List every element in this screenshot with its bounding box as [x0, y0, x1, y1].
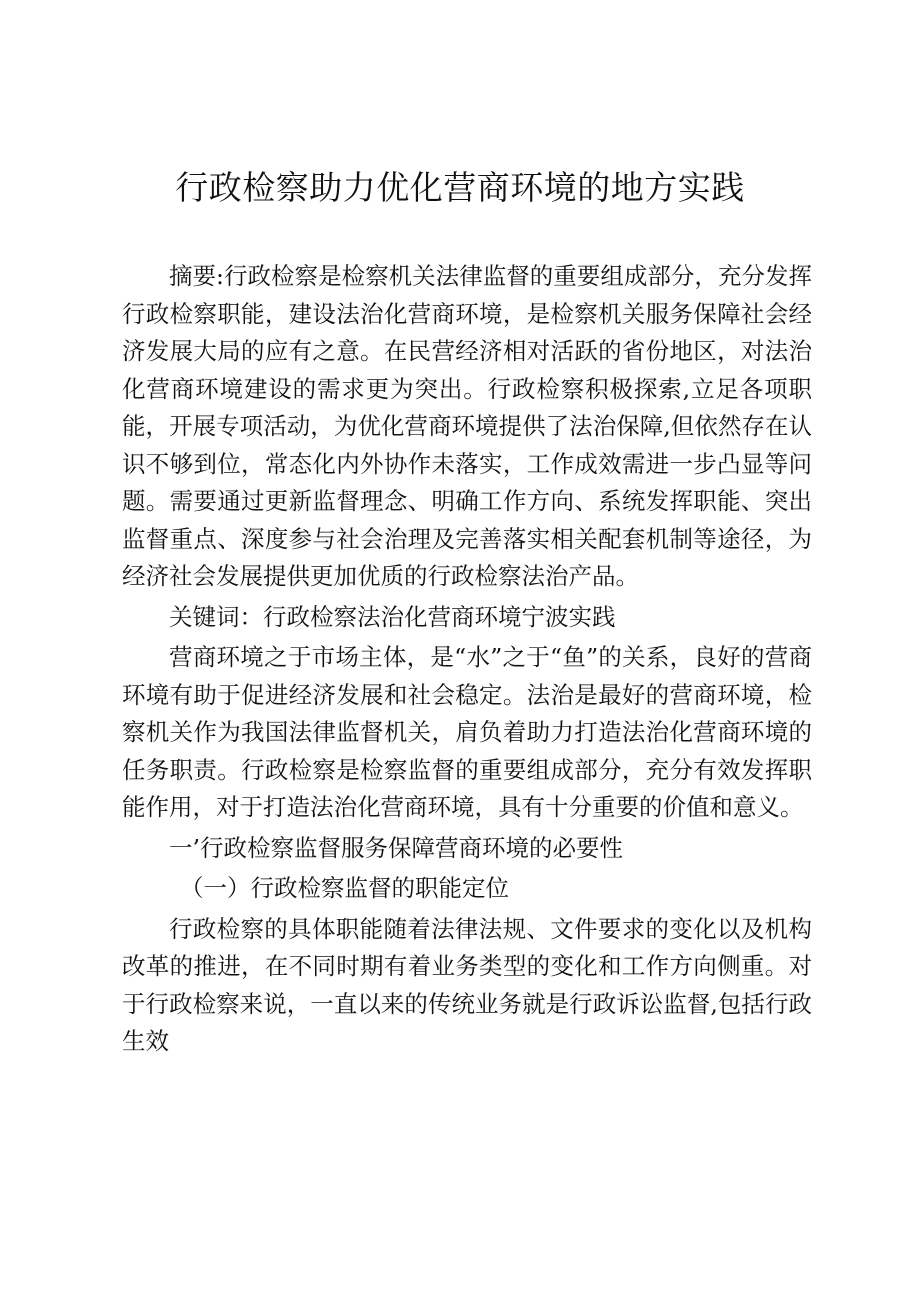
intro-paragraph: 营商环境之于市场主体，是“水”之于“鱼”的关系，良好的营商环境有助于促进经济发展和社会稳定。法治是最好的营商环境，检察机关作为我国法律监督机关，肩负着助力打造法治化营商环境的任务职责。行政检察是检察监督的重要组成部分，充分有效发挥职能作用，对于打造法治化营商环境，具有十分重要的价值和意义。	[122, 643, 812, 821]
abstract-text: 行政检察是检察机关法律监督的重要组成部分，充分发挥行政检察职能，建设法治化营商环境，是检察机关服务保障社会经济发展大局的应有之意。在民营经济相对活跃的省份地区，对法治化营商环境建设的需求更为突出。行政检察积极探索,立足各项职能，开展专项活动，为优化营商环境提供了法治保障,但依然存在认识不够到位，常态化内外协作未落实，工作成效需进一步凸显等问题。需要通过更新监督理念、明确工作方向、系统发挥职能、突出监督重点、深度参与社会治理及完善落实相关配套机制等途径，为经济社会发展提供更加优质的行政检察法治产品。	[122, 262, 813, 590]
keywords-label: 关键词：	[169, 602, 263, 631]
document-title: 行政检察助力优化营商环境的地方实践	[175, 168, 745, 207]
subsection-heading: （一）行政检察监督的职能定位	[180, 874, 509, 902]
keywords-text: 行政检察法治化营商环境宁波实践	[263, 602, 616, 631]
section-heading: 一’行政检察监督服务保障营商环境的必要性	[169, 833, 623, 862]
section-paragraph: 行政检察的具体职能随着法律法规、文件要求的变化以及机构改革的推进，在不同时期有着业务类型的变化和工作方向侧重。对于行政检察来说，一直以来的传统业务就是行政诉讼监督,包括行政生效	[122, 914, 812, 1055]
document-body	[122, 258, 812, 1061]
keywords-paragraph	[122, 599, 812, 637]
abstract-label: 摘要:	[169, 262, 224, 290]
abstract-paragraph	[122, 258, 812, 596]
